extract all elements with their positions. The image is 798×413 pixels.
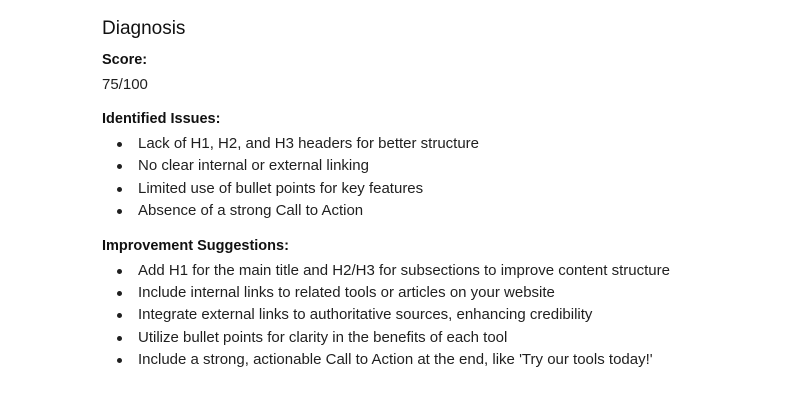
bullet-icon bbox=[117, 187, 122, 192]
suggestion-item bbox=[102, 282, 798, 304]
improvement-suggestions-list bbox=[102, 260, 798, 372]
bullet-icon bbox=[117, 336, 122, 341]
bullet-icon bbox=[117, 142, 122, 147]
bullet-icon bbox=[117, 291, 122, 296]
bullet-icon bbox=[117, 269, 122, 274]
suggestion-item bbox=[102, 327, 798, 349]
improvement-suggestions-label: Improvement Suggestions: bbox=[102, 237, 289, 254]
diagnosis-title: Diagnosis bbox=[102, 18, 186, 39]
issue-text: No clear internal or external linking bbox=[138, 157, 369, 175]
suggestion-item bbox=[102, 349, 798, 371]
bullet-icon bbox=[117, 358, 122, 363]
score-value: 75/100 bbox=[102, 76, 148, 93]
identified-issues-list bbox=[102, 133, 798, 223]
suggestion-item bbox=[102, 260, 798, 282]
score-label: Score: bbox=[102, 52, 148, 68]
issue-item bbox=[102, 155, 798, 177]
suggestion-text: Add H1 for the main title and H2/H3 for subsections to improve content structure bbox=[138, 261, 670, 279]
bullet-icon bbox=[117, 313, 122, 318]
identified-issues-label: Identified Issues: bbox=[102, 111, 221, 127]
suggestion-text: Utilize bullet points for clarity in the benefits of each tool bbox=[138, 328, 508, 346]
bullet-icon bbox=[117, 209, 122, 214]
suggestion-text: Integrate external links to authoritative sources, enhancing credibility bbox=[138, 306, 593, 324]
bullet-icon bbox=[117, 164, 122, 169]
issue-text: Absence of a strong Call to Action bbox=[138, 202, 364, 220]
suggestion-text: Include a strong, actionable Call to Action at the end, like 'Try our tools today!' bbox=[138, 351, 653, 369]
issue-text: Limited use of bullet points for key features bbox=[138, 179, 424, 197]
issue-text: Lack of H1, H2, and H3 headers for better structure bbox=[138, 135, 480, 152]
suggestion-item bbox=[102, 304, 798, 326]
suggestion-text: Include internal links to related tools or articles on your website bbox=[138, 284, 555, 302]
issue-item bbox=[102, 133, 798, 155]
issue-item bbox=[102, 178, 798, 200]
issue-item bbox=[102, 200, 798, 222]
